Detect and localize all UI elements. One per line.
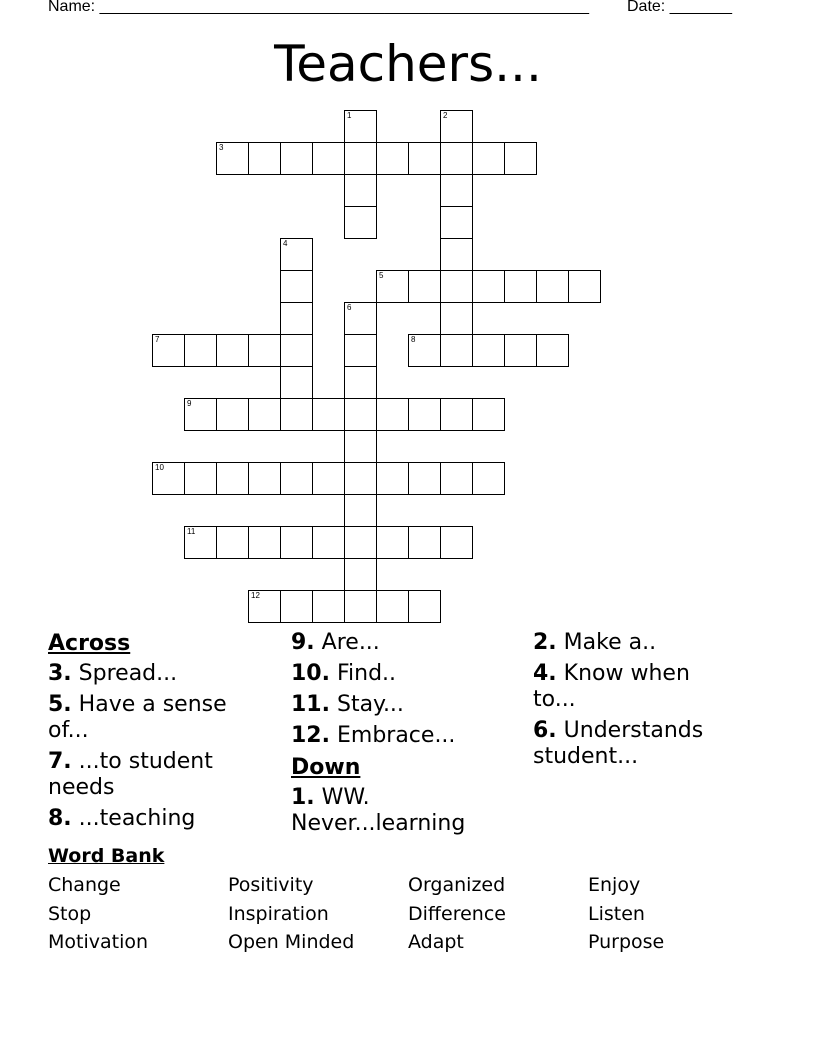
crossword-cell[interactable] [312, 590, 345, 623]
crossword-cell[interactable] [280, 462, 313, 495]
down-heading: Down [291, 755, 361, 780]
word-bank-word: Stop [48, 902, 92, 925]
name-field-label: Name: _______________________________________________________ [48, 0, 589, 15]
crossword-cell[interactable] [152, 462, 185, 495]
clue-column-1 [48, 630, 263, 837]
word-bank-word: Listen [588, 902, 645, 925]
crossword-cell[interactable] [408, 398, 441, 431]
crossword-cell[interactable] [408, 462, 441, 495]
crossword-cell[interactable] [344, 110, 377, 143]
crossword-cell[interactable] [440, 174, 473, 207]
crossword-cell[interactable] [504, 270, 537, 303]
clue-number: 6 [347, 303, 352, 312]
crossword-cell[interactable] [248, 590, 281, 623]
crossword-cell[interactable] [216, 398, 249, 431]
crossword-cell[interactable] [440, 462, 473, 495]
clue-across-8: 8. ...teaching [48, 806, 196, 831]
clue-number: 9 [187, 399, 192, 408]
crossword-cell[interactable] [376, 398, 409, 431]
crossword-cell[interactable] [280, 590, 313, 623]
clue-down-1: 1. WW. Never...learning [291, 785, 466, 836]
crossword-cell[interactable] [376, 526, 409, 559]
clue-across-3: 3. Spread... [48, 661, 178, 686]
crossword-cell[interactable] [440, 270, 473, 303]
word-bank-word: Difference [408, 902, 506, 925]
clue-number: 1 [347, 111, 352, 120]
crossword-cell[interactable] [280, 302, 313, 335]
crossword-cell[interactable] [440, 142, 473, 175]
crossword-cell[interactable] [248, 334, 281, 367]
clue-down-4: 4. Know when to... [533, 661, 690, 712]
crossword-cell[interactable] [216, 142, 249, 175]
word-bank-row [48, 931, 768, 960]
word-bank-heading: Word Bank [48, 845, 165, 867]
crossword-cell[interactable] [408, 526, 441, 559]
word-bank-word: Enjoy [588, 874, 641, 896]
word-bank-word: Change [48, 874, 121, 896]
crossword-cell[interactable] [376, 270, 409, 303]
clue-column-3 [533, 630, 733, 775]
word-bank-word: Inspiration [228, 902, 329, 925]
clue-number: 11 [187, 527, 196, 536]
word-bank-word: Motivation [48, 931, 149, 953]
clue-across-11: 11. Stay... [291, 692, 404, 717]
crossword-cell[interactable] [280, 366, 313, 399]
crossword-cell[interactable] [440, 398, 473, 431]
clue-across-5: 5. Have a sense of... [48, 692, 227, 743]
crossword-cell[interactable] [344, 174, 377, 207]
crossword-cell[interactable] [280, 334, 313, 367]
crossword-cell[interactable] [280, 238, 313, 271]
date-field-label: Date: _______ [627, 0, 732, 15]
crossword-cell[interactable] [248, 462, 281, 495]
crossword-cell[interactable] [216, 334, 249, 367]
crossword-cell[interactable] [312, 526, 345, 559]
crossword-cell[interactable] [344, 334, 377, 367]
clue-number: 7 [155, 335, 160, 344]
crossword-cell[interactable] [472, 334, 505, 367]
crossword-cell[interactable] [408, 590, 441, 623]
crossword-cell[interactable] [216, 526, 249, 559]
crossword-cell[interactable] [344, 206, 377, 239]
crossword-cell[interactable] [344, 590, 377, 623]
word-bank-row [48, 903, 768, 932]
crossword-cell[interactable] [184, 334, 217, 367]
crossword-cell[interactable] [312, 142, 345, 175]
clue-down-2: 2. Make a.. [533, 630, 657, 655]
crossword-cell[interactable] [248, 142, 281, 175]
clue-number: 4 [283, 239, 288, 248]
crossword-cell[interactable] [312, 462, 345, 495]
clue-across-7: 7. ...to student needs [48, 749, 213, 800]
crossword-cell[interactable] [280, 142, 313, 175]
word-bank [48, 874, 768, 960]
crossword-cell[interactable] [344, 398, 377, 431]
crossword-cell[interactable] [184, 398, 217, 431]
crossword-cell[interactable] [536, 270, 569, 303]
crossword-cell[interactable] [376, 462, 409, 495]
crossword-cell[interactable] [472, 398, 505, 431]
word-bank-word: Organized [408, 874, 506, 896]
word-bank-word: Purpose [588, 931, 665, 953]
clue-number: 2 [443, 111, 448, 120]
clue-number: 5 [379, 271, 384, 280]
crossword-cell[interactable] [440, 238, 473, 271]
crossword-cell[interactable] [344, 142, 377, 175]
crossword-cell[interactable] [536, 334, 569, 367]
clue-across-10: 10. Find.. [291, 661, 397, 686]
clue-across-9: 9. Are... [291, 630, 380, 655]
crossword-cell[interactable] [184, 462, 217, 495]
crossword-cell[interactable] [472, 462, 505, 495]
crossword-cell[interactable] [376, 590, 409, 623]
crossword-cell[interactable] [280, 398, 313, 431]
word-bank-word: Positivity [228, 874, 314, 896]
crossword-cell[interactable] [408, 270, 441, 303]
crossword-cell[interactable] [440, 526, 473, 559]
crossword-cell[interactable] [408, 334, 441, 367]
crossword-cell[interactable] [344, 430, 377, 463]
clue-across-12: 12. Embrace... [291, 723, 456, 748]
crossword-cell[interactable] [184, 526, 217, 559]
word-bank-word: Open Minded [228, 931, 355, 953]
crossword-cell[interactable] [472, 270, 505, 303]
crossword-cell[interactable] [312, 398, 345, 431]
crossword-cell[interactable] [280, 270, 313, 303]
crossword-cell[interactable] [248, 526, 281, 559]
crossword-cell[interactable] [248, 398, 281, 431]
crossword-cell[interactable] [344, 302, 377, 335]
word-bank-word: Adapt [408, 931, 464, 953]
crossword-cell[interactable] [504, 334, 537, 367]
crossword-cell[interactable] [280, 526, 313, 559]
crossword-cell[interactable] [440, 110, 473, 143]
crossword-cell[interactable] [440, 302, 473, 335]
crossword-cell[interactable] [376, 142, 409, 175]
clue-number: 10 [155, 463, 164, 472]
clue-number: 8 [411, 335, 416, 344]
clue-down-6: 6. Understands student... [533, 718, 704, 769]
crossword-cell[interactable] [408, 142, 441, 175]
crossword-cell[interactable] [152, 334, 185, 367]
across-heading: Across [48, 631, 131, 656]
crossword-cell[interactable] [440, 206, 473, 239]
crossword-cell[interactable] [344, 526, 377, 559]
crossword-cell[interactable] [344, 462, 377, 495]
clue-column-2 [291, 630, 506, 842]
crossword-cell[interactable] [344, 494, 377, 527]
crossword-cell[interactable] [440, 334, 473, 367]
crossword-cell[interactable] [472, 142, 505, 175]
clue-number: 3 [219, 143, 224, 152]
puzzle-title: Teachers... [274, 35, 542, 93]
crossword-cell[interactable] [504, 142, 537, 175]
crossword-cell[interactable] [344, 366, 377, 399]
crossword-cell[interactable] [568, 270, 601, 303]
crossword-cell[interactable] [216, 462, 249, 495]
word-bank-row [48, 874, 768, 903]
crossword-cell[interactable] [344, 558, 377, 591]
clue-number: 12 [251, 591, 260, 600]
